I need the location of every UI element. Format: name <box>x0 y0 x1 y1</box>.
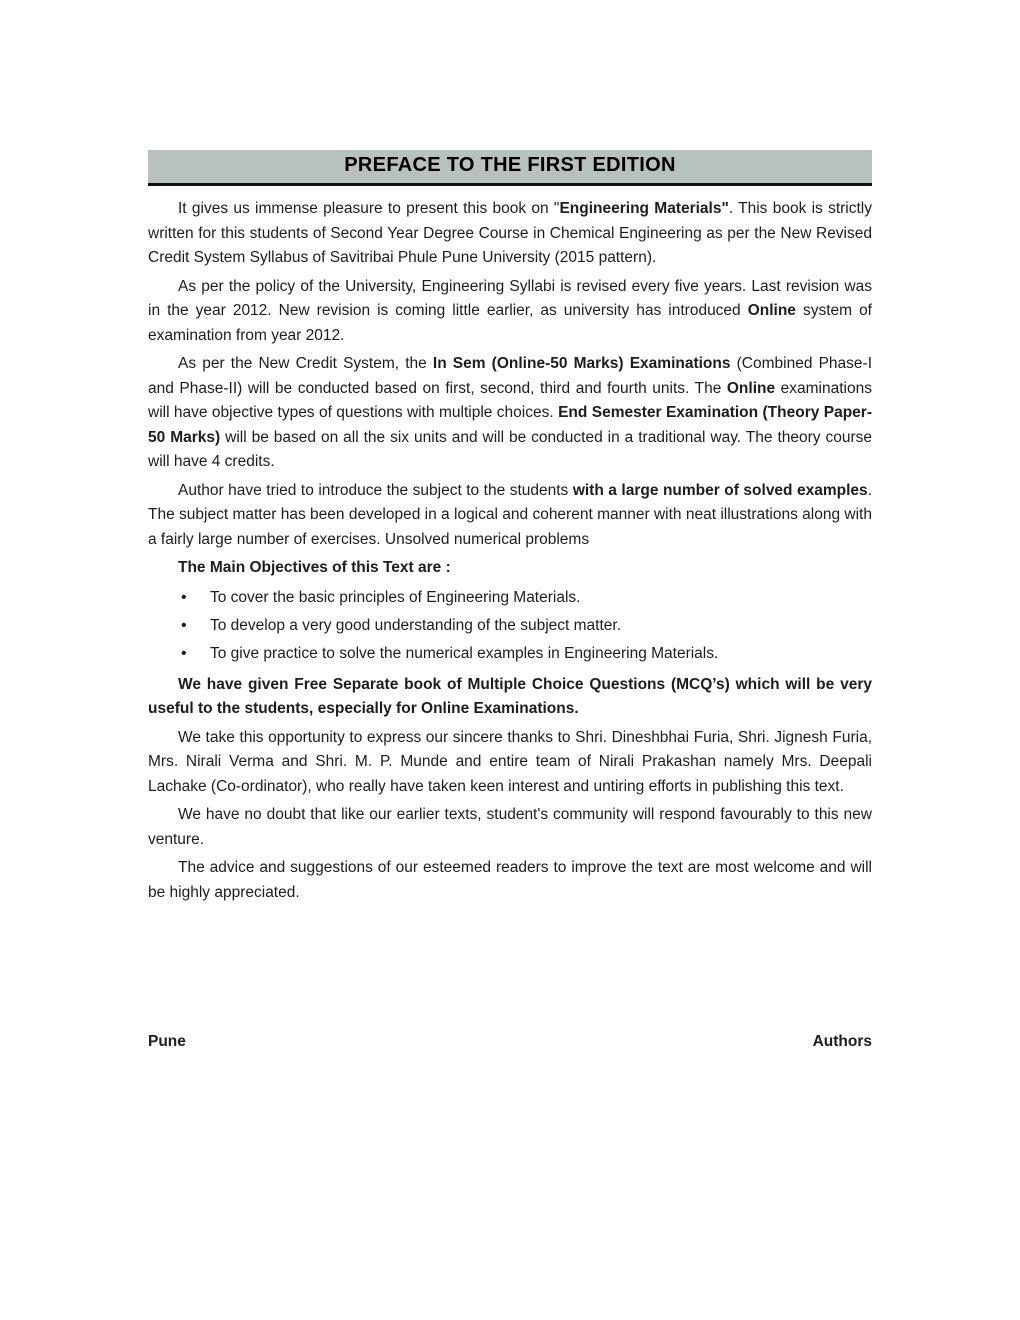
paragraph: It gives us immense pleasure to present this book on "Engineering Materials". This book is strictly written for this students of Second Year Degree Course in Chemical Engineering as per the New Revised Credit System Syllabus of Savitribai Phule Pune University (2015 pattern). <box>148 200 872 266</box>
paragraph: Author have tried to introduce the subject to the students with a large number of solved examples. The subject matter has been developed in a logical and coherent manner with neat illustrations along with a fairly large number of exercises. Unsolved numerical problems <box>148 481 872 548</box>
objective-item: • To give practice to solve the numerical examples in Engineering Materials. <box>148 640 872 668</box>
paragraph: As per the policy of the University, Engineering Syllabi is revised every five years. Last revision was in the year 2012. New revision is coming little earlier, as university has introduced Online system of examination from year 2012. <box>148 277 872 344</box>
objectives-list <box>148 584 872 668</box>
footer-authors: Authors <box>812 1033 872 1050</box>
footer <box>148 1033 872 1051</box>
paragraph: We have given Free Separate book of Multiple Choice Questions (MCQ’s) which will be very useful to the students, especially for Online Examinations. <box>148 675 872 717</box>
page-title: PREFACE TO THE FIRST EDITION <box>148 150 872 186</box>
section-heading: The Main Objectives of this Text are : <box>178 559 451 576</box>
objective-item: • To cover the basic principles of Engineering Materials. <box>148 584 872 612</box>
paragraph: The advice and suggestions of our esteemed readers to improve the text are most welcome and will be highly appreciated. <box>148 859 872 901</box>
objective-item: • To develop a very good understanding of the subject matter. <box>148 612 872 640</box>
preface-body <box>148 197 872 905</box>
paragraph: As per the New Credit System, the In Sem (Online-50 Marks) Examinations (Combined Phase-I and Phase-II) will be conducted based on first, second, third and fourth units. The Online examinations will have objective types of questions with multiple choices. End Semester Examination (Theory Paper-50 Marks) will be based on all the six units and will be conducted in a traditional way. The theory course will have 4 credits. <box>148 355 873 470</box>
footer-place: Pune <box>148 1033 186 1050</box>
paragraph: We have no doubt that like our earlier texts, student's community will respond favourably to this new venture. <box>148 806 872 848</box>
preface-page <box>148 0 872 1051</box>
paragraph: We take this opportunity to express our sincere thanks to Shri. Dineshbhai Furia, Shri. Jignesh Furia, Mrs. Nirali Verma and Shri. M. P. Munde and entire team of Nirali Prakashan namely Mrs. Deepali Lachake (Co-ordinator), who really have taken keen interest and untiring efforts in publishing this text. <box>148 728 872 795</box>
